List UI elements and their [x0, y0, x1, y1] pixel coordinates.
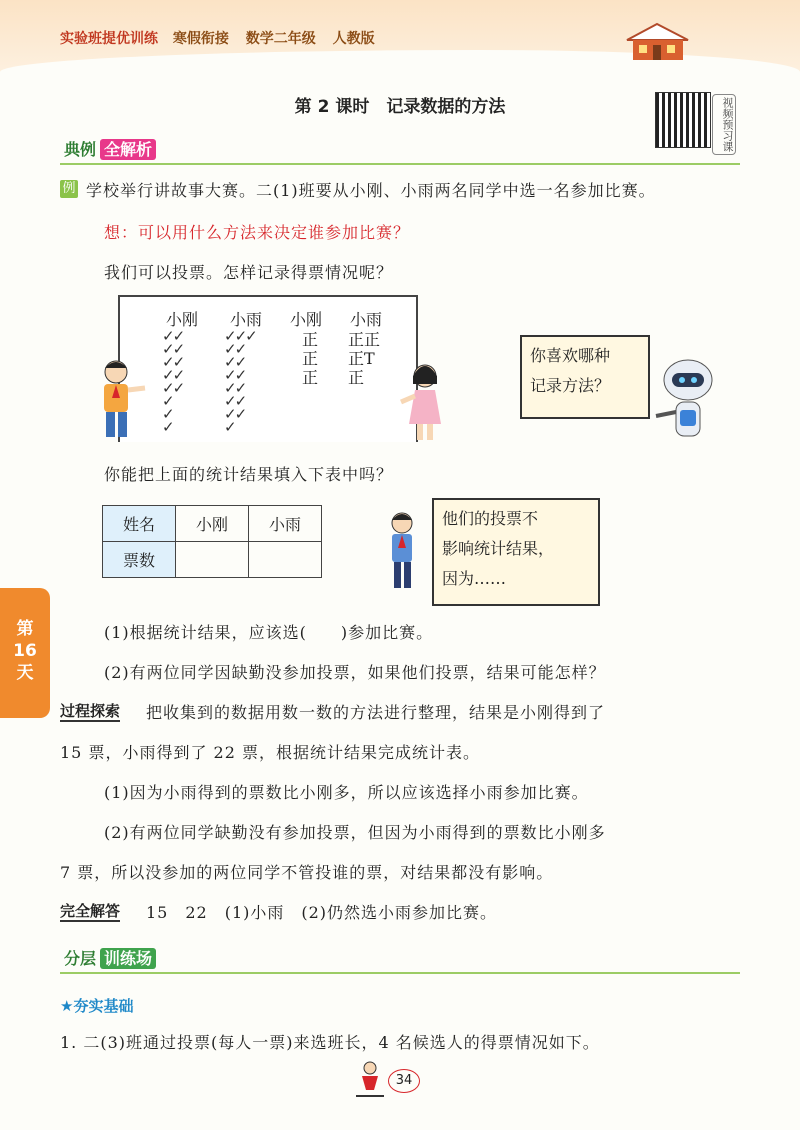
- basics-heading: ★夯实基础: [60, 997, 134, 1015]
- exercise-1: 1. 二(3)班通过投票(每人一票)来选班长，4 名候选人的得票情况如下。: [60, 1033, 600, 1052]
- day-side-tab: [0, 588, 50, 718]
- bubble-line: 因为……: [442, 569, 507, 588]
- table-cell: 小刚: [176, 506, 249, 542]
- girl-illustration: [397, 362, 447, 442]
- check-marks-yu: ✓✓✓ ✓✓ ✓✓ ✓✓ ✓✓ ✓✓ ✓✓ ✓: [224, 327, 256, 436]
- qr-label: 视频预习课: [712, 94, 736, 155]
- process-answer-2: (2)有两位同学缺勤没有参加投票，但因为小雨得到的票数比小刚多: [104, 823, 606, 842]
- process-answer-2-cont: 7 票，所以没参加的两位同学不管投谁的票，对结果都没有影响。: [60, 863, 554, 882]
- qr-code-icon[interactable]: [655, 92, 711, 148]
- think-prompt: 想：可以用什么方法来决定谁参加比赛？: [104, 223, 411, 242]
- table-cell: 票数: [103, 542, 176, 578]
- section-heading-examples: [60, 137, 156, 160]
- example-marker-icon: 例: [60, 180, 78, 198]
- process-answer-1: (1)因为小雨得到的票数比小刚多，所以应该选择小雨参加比赛。: [104, 783, 589, 802]
- vote-table: [102, 505, 322, 578]
- bubble-line: 他们的投票不: [442, 509, 539, 528]
- tally-header: 小雨: [350, 310, 383, 329]
- header-item: 寒假衔接: [172, 31, 229, 47]
- section-heading-practice: [60, 946, 156, 969]
- table-row: [103, 542, 322, 578]
- section-tag-a: 分层: [64, 949, 97, 968]
- tally-header: 小刚: [166, 310, 199, 329]
- bubble-line: 你喜欢哪种: [530, 346, 611, 365]
- lesson-title: 第 2 课时 记录数据的方法: [294, 97, 506, 117]
- zheng-mark: 正: [302, 349, 319, 368]
- boy-illustration-2: [380, 510, 425, 595]
- zheng-mark: 正正: [348, 330, 381, 349]
- speech-bubble-boy: [432, 498, 600, 606]
- robot-illustration: [650, 358, 720, 443]
- answer-label: 完全解答: [60, 902, 121, 920]
- process-label-wrap: [60, 700, 120, 721]
- zheng-mark: 正: [302, 368, 319, 387]
- boy-illustration: [90, 358, 150, 443]
- tally-zheng-yu: [348, 330, 380, 387]
- answer-text: 15 22 (1)小雨 (2)仍然选小雨参加比赛。: [146, 903, 498, 922]
- section-tag-a: 典例: [64, 140, 97, 159]
- skater-icon: [352, 1060, 388, 1100]
- divider: [60, 163, 740, 165]
- check-marks-gang: ✓✓ ✓✓ ✓✓ ✓✓ ✓✓ ✓ ✓ ✓: [162, 327, 184, 436]
- table-cell-blank[interactable]: [249, 542, 322, 578]
- header-item: 人教版: [332, 31, 375, 47]
- section-tag-b: 全解析: [100, 139, 156, 160]
- header-bar: [60, 28, 387, 48]
- table-cell-blank[interactable]: [176, 542, 249, 578]
- header-item: 数学二年级: [245, 31, 316, 47]
- zheng-mark: 正: [348, 368, 365, 387]
- bubble-line: 记录方法？: [530, 376, 611, 395]
- brand-name: 实验班提优训练: [60, 31, 158, 47]
- page-number: 34: [388, 1069, 420, 1093]
- process-line: 把收集到的数据用数一数的方法进行整理，结果是小刚得到了: [146, 703, 606, 722]
- table-cell: 姓名: [103, 506, 176, 542]
- table-cell: 小雨: [249, 506, 322, 542]
- vote-question: 我们可以投票。怎样记录得票情况呢？: [104, 263, 394, 282]
- house-icon: [625, 22, 690, 62]
- answer-label-wrap: [60, 900, 120, 921]
- zheng-mark: 正T: [348, 349, 375, 368]
- question-2: (2)有两位同学因缺勤没参加投票，如果他们投票，结果可能怎样？: [104, 663, 606, 682]
- tally-header: 小雨: [230, 310, 263, 329]
- question-1: (1)根据统计结果，应该选( )参加比赛。: [104, 623, 434, 642]
- table-row: [103, 506, 322, 542]
- divider: [60, 972, 740, 974]
- process-label: 过程探索: [60, 702, 121, 720]
- side-tab-text: 第: [16, 619, 34, 639]
- section-tag-b: 训练场: [100, 948, 156, 969]
- tally-zheng-gang: [302, 330, 318, 387]
- tally-header: 小刚: [290, 310, 323, 329]
- table-question: 你能把上面的统计结果填入下表中吗？: [104, 465, 394, 484]
- side-tab-text: 天: [16, 663, 34, 683]
- example-problem: 学校举行讲故事大赛。二(1)班要从小刚、小雨两名同学中选一名参加比赛。: [86, 181, 656, 200]
- process-line: 15 票，小雨得到了 22 票，根据统计结果完成统计表。: [60, 743, 480, 762]
- zheng-mark: 正: [302, 330, 319, 349]
- side-tab-text: 16: [13, 641, 37, 661]
- bubble-line: 影响统计结果，: [442, 539, 555, 558]
- speech-bubble-robot: [520, 335, 650, 419]
